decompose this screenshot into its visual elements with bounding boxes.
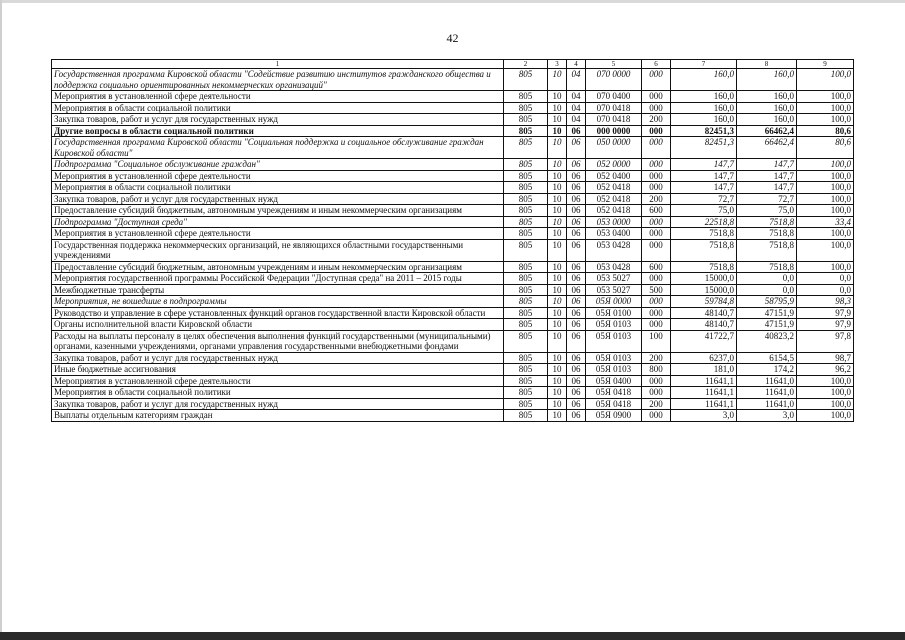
row-percent: 100,0 [797,261,854,273]
row-actual-amount: 7518,8 [737,216,797,228]
row-actual-amount: 40823,2 [737,330,797,352]
row-subsection-code: 06 [567,193,586,205]
column-number: 1 [52,60,504,69]
row-ved-code: 805 [504,239,548,261]
row-ved-code: 805 [504,205,548,217]
table-row [52,296,854,308]
row-planned-amount: 59784,8 [671,296,737,308]
row-planned-amount: 160,0 [671,114,737,126]
table-row [52,239,854,261]
row-name: Органы исполнительной власти Кировской области [52,319,504,331]
row-ved-code: 805 [504,307,548,319]
row-section-code: 10 [548,296,567,308]
column-number: 6 [642,60,671,69]
row-expense-type-code: 000 [642,69,671,91]
table-row [52,69,854,91]
table-row [52,182,854,194]
table-row [52,398,854,410]
row-section-code: 10 [548,352,567,364]
row-actual-amount: 160,0 [737,69,797,91]
row-percent: 100,0 [797,410,854,422]
row-section-code: 10 [548,114,567,126]
table-row [52,410,854,422]
row-target-code: 052 0418 [586,205,642,217]
row-target-code: 05Я 0000 [586,296,642,308]
column-number: 5 [586,60,642,69]
row-actual-amount: 160,0 [737,91,797,103]
row-planned-amount: 48140,7 [671,319,737,331]
row-planned-amount: 7518,8 [671,239,737,261]
row-expense-type-code: 000 [642,387,671,399]
row-subsection-code: 06 [567,273,586,285]
row-section-code: 10 [548,284,567,296]
row-subsection-code: 06 [567,398,586,410]
row-actual-amount: 6154,5 [737,352,797,364]
row-planned-amount: 15000,0 [671,273,737,285]
row-percent: 100,0 [797,102,854,114]
row-actual-amount: 160,0 [737,102,797,114]
table-row [52,375,854,387]
row-name: Закупка товаров, работ и услуг для государственных нужд [52,114,504,126]
row-percent: 33,4 [797,216,854,228]
table-row [52,330,854,352]
table-row [52,114,854,126]
row-target-code: 05Я 0418 [586,387,642,399]
row-percent: 100,0 [797,398,854,410]
row-ved-code: 805 [504,216,548,228]
row-planned-amount: 147,7 [671,159,737,171]
row-actual-amount: 7518,8 [737,228,797,240]
column-number-row [52,60,854,69]
row-ved-code: 805 [504,261,548,273]
row-target-code: 05Я 0900 [586,410,642,422]
row-target-code: 05Я 0103 [586,330,642,352]
row-expense-type-code: 100 [642,330,671,352]
row-percent: 100,0 [797,375,854,387]
row-expense-type-code: 000 [642,170,671,182]
row-name: Государственная программа Кировской области "Социальная поддержка и социальное обслуживание граждан Кировской области" [52,137,504,159]
row-subsection-code: 06 [567,228,586,240]
budget-table-body [52,60,854,422]
row-actual-amount: 0,0 [737,273,797,285]
row-target-code: 070 0000 [586,69,642,91]
row-section-code: 10 [548,307,567,319]
table-row [52,137,854,159]
row-expense-type-code: 000 [642,91,671,103]
row-planned-amount: 11641,1 [671,375,737,387]
row-planned-amount: 7518,8 [671,261,737,273]
table-row [52,193,854,205]
row-subsection-code: 06 [567,410,586,422]
row-section-code: 10 [548,239,567,261]
row-name: Государственная программа Кировской области "Содействие развитию институтов гражданского общества и поддержка социально ориентированных некоммерческих организаций" [52,69,504,91]
table-row [52,307,854,319]
row-target-code: 05Я 0103 [586,352,642,364]
row-actual-amount: 11641,0 [737,398,797,410]
row-target-code: 070 0418 [586,114,642,126]
row-planned-amount: 48140,7 [671,307,737,319]
row-actual-amount: 11641,0 [737,375,797,387]
row-actual-amount: 160,0 [737,114,797,126]
column-number: 2 [504,60,548,69]
row-expense-type-code: 000 [642,125,671,137]
row-ved-code: 805 [504,137,548,159]
row-section-code: 10 [548,375,567,387]
row-percent: 98,7 [797,352,854,364]
row-ved-code: 805 [504,398,548,410]
row-actual-amount: 147,7 [737,170,797,182]
row-section-code: 10 [548,69,567,91]
row-percent: 0,0 [797,273,854,285]
row-actual-amount: 47151,9 [737,307,797,319]
row-percent: 80,6 [797,125,854,137]
row-subsection-code: 04 [567,102,586,114]
row-section-code: 10 [548,205,567,217]
row-planned-amount: 7518,8 [671,228,737,240]
row-subsection-code: 06 [567,284,586,296]
column-number: 3 [548,60,567,69]
row-subsection-code: 06 [567,182,586,194]
row-name: Другие вопросы в области социальной политики [52,125,504,137]
row-percent: 97,8 [797,330,854,352]
row-ved-code: 805 [504,182,548,194]
row-name: Закупка товаров, работ и услуг для государственных нужд [52,352,504,364]
budget-table [51,59,854,422]
row-name: Мероприятия государственной программы Российской Федерации "Доступная среда" на 2011 – 2015 годы [52,273,504,285]
row-expense-type-code: 000 [642,102,671,114]
row-planned-amount: 160,0 [671,91,737,103]
row-name: Межбюджетные трансферты [52,284,504,296]
row-ved-code: 805 [504,352,548,364]
row-target-code: 070 0400 [586,91,642,103]
row-actual-amount: 66462,4 [737,137,797,159]
row-percent: 97,9 [797,319,854,331]
row-expense-type-code: 000 [642,410,671,422]
row-subsection-code: 06 [567,375,586,387]
row-ved-code: 805 [504,91,548,103]
table-row [52,261,854,273]
table-row [52,102,854,114]
table-row [52,91,854,103]
page-number: 42 [446,31,459,45]
row-section-code: 10 [548,398,567,410]
row-expense-type-code: 600 [642,205,671,217]
table-row [52,284,854,296]
row-actual-amount: 3,0 [737,410,797,422]
row-subsection-code: 06 [567,352,586,364]
table-row [52,228,854,240]
table-row [52,273,854,285]
row-planned-amount: 6237,0 [671,352,737,364]
row-subsection-code: 06 [567,216,586,228]
row-expense-type-code: 000 [642,319,671,331]
row-expense-type-code: 000 [642,273,671,285]
row-planned-amount: 82451,3 [671,125,737,137]
row-section-code: 10 [548,261,567,273]
table-row [52,319,854,331]
table-row [52,159,854,171]
row-percent: 100,0 [797,239,854,261]
row-subsection-code: 04 [567,91,586,103]
row-subsection-code: 06 [567,170,586,182]
row-planned-amount: 22518,8 [671,216,737,228]
row-planned-amount: 82451,3 [671,137,737,159]
row-name: Руководство и управление в сфере установленных функций органов государственной власти Кировской области [52,307,504,319]
row-ved-code: 805 [504,125,548,137]
row-subsection-code: 06 [567,387,586,399]
row-subsection-code: 06 [567,319,586,331]
row-section-code: 10 [548,102,567,114]
row-name: Мероприятия в области социальной политики [52,182,504,194]
row-target-code: 050 0000 [586,137,642,159]
row-expense-type-code: 000 [642,182,671,194]
row-planned-amount: 11641,1 [671,398,737,410]
row-target-code: 052 0400 [586,170,642,182]
row-section-code: 10 [548,170,567,182]
row-expense-type-code: 200 [642,114,671,126]
row-section-code: 10 [548,193,567,205]
row-planned-amount: 11641,1 [671,387,737,399]
row-section-code: 10 [548,216,567,228]
row-section-code: 10 [548,319,567,331]
row-name: Мероприятия в установленной сфере деятельности [52,228,504,240]
row-target-code: 053 5027 [586,284,642,296]
row-actual-amount: 66462,4 [737,125,797,137]
row-percent: 100,0 [797,170,854,182]
row-section-code: 10 [548,228,567,240]
row-name: Подпрограмма "Социальное обслуживание граждан" [52,159,504,171]
row-expense-type-code: 800 [642,364,671,376]
row-planned-amount: 15000,0 [671,284,737,296]
row-ved-code: 805 [504,410,548,422]
row-expense-type-code: 000 [642,159,671,171]
row-target-code: 052 0000 [586,159,642,171]
row-ved-code: 805 [504,296,548,308]
column-number: 7 [671,60,737,69]
row-name: Закупка товаров, работ и услуг для государственных нужд [52,398,504,410]
row-target-code: 053 0428 [586,239,642,261]
row-subsection-code: 06 [567,261,586,273]
row-target-code: 05Я 0100 [586,307,642,319]
row-percent: 98,3 [797,296,854,308]
row-ved-code: 805 [504,319,548,331]
row-percent: 100,0 [797,228,854,240]
row-name: Мероприятия в области социальной политики [52,102,504,114]
row-percent: 100,0 [797,91,854,103]
row-name: Мероприятия в установленной сфере деятельности [52,375,504,387]
row-name: Предоставление субсидий бюджетным, автономным учреждениям и иным некоммерческим организациям [52,261,504,273]
row-planned-amount: 160,0 [671,102,737,114]
row-section-code: 10 [548,159,567,171]
table-row [52,205,854,217]
row-ved-code: 805 [504,364,548,376]
row-actual-amount: 7518,8 [737,261,797,273]
row-ved-code: 805 [504,193,548,205]
row-target-code: 052 0418 [586,182,642,194]
column-number: 8 [737,60,797,69]
row-subsection-code: 04 [567,114,586,126]
row-actual-amount: 147,7 [737,182,797,194]
row-subsection-code: 06 [567,159,586,171]
row-actual-amount: 47151,9 [737,319,797,331]
column-number: 4 [567,60,586,69]
row-planned-amount: 147,7 [671,182,737,194]
row-ved-code: 805 [504,114,548,126]
row-ved-code: 805 [504,102,548,114]
row-name: Закупка товаров, работ и услуг для государственных нужд [52,193,504,205]
row-ved-code: 805 [504,273,548,285]
row-name: Предоставление субсидий бюджетным, автономным учреждениям и иным некоммерческим организациям [52,205,504,217]
row-expense-type-code: 600 [642,261,671,273]
row-section-code: 10 [548,410,567,422]
row-expense-type-code: 200 [642,398,671,410]
row-expense-type-code: 000 [642,375,671,387]
row-percent: 100,0 [797,182,854,194]
row-percent: 80,6 [797,137,854,159]
scan-top-edge [0,0,905,3]
row-expense-type-code: 200 [642,352,671,364]
row-planned-amount: 41722,7 [671,330,737,352]
row-ved-code: 805 [504,284,548,296]
row-ved-code: 805 [504,375,548,387]
row-target-code: 053 0400 [586,228,642,240]
row-name: Выплаты отдельным категориям граждан [52,410,504,422]
row-target-code: 05Я 0103 [586,319,642,331]
row-percent: 100,0 [797,193,854,205]
row-name: Мероприятия в области социальной политики [52,387,504,399]
row-section-code: 10 [548,125,567,137]
row-subsection-code: 06 [567,239,586,261]
row-name: Расходы на выплаты персоналу в целях обеспечения выполнения функций государственными (муниципальными) органами, казенными учреждениями, органами управления государственными внебюджетными фондами [52,330,504,352]
row-section-code: 10 [548,91,567,103]
table-row [52,352,854,364]
row-section-code: 10 [548,387,567,399]
row-name: Иные бюджетные ассигнования [52,364,504,376]
row-percent: 100,0 [797,387,854,399]
row-actual-amount: 11641,0 [737,387,797,399]
row-target-code: 053 5027 [586,273,642,285]
row-name: Мероприятия, не вошедшие в подпрограммы [52,296,504,308]
row-target-code: 05Я 0418 [586,398,642,410]
row-expense-type-code: 000 [642,307,671,319]
row-ved-code: 805 [504,159,548,171]
row-actual-amount: 0,0 [737,284,797,296]
row-section-code: 10 [548,273,567,285]
row-name: Государственная поддержка некоммерческих организаций, не являющихся областными государственными учреждениями [52,239,504,261]
row-subsection-code: 06 [567,137,586,159]
row-ved-code: 805 [504,387,548,399]
row-planned-amount: 160,0 [671,69,737,91]
row-target-code: 070 0418 [586,102,642,114]
row-planned-amount: 3,0 [671,410,737,422]
row-section-code: 10 [548,330,567,352]
row-actual-amount: 58795,9 [737,296,797,308]
row-name: Подпрограмма "Доступная среда" [52,216,504,228]
row-name: Мероприятия в установленной сфере деятельности [52,91,504,103]
row-expense-type-code: 200 [642,193,671,205]
row-expense-type-code: 000 [642,216,671,228]
row-target-code: 053 0428 [586,261,642,273]
row-target-code: 053 0000 [586,216,642,228]
row-actual-amount: 72,7 [737,193,797,205]
row-section-code: 10 [548,182,567,194]
table-row [52,387,854,399]
row-actual-amount: 174,2 [737,364,797,376]
row-percent: 100,0 [797,114,854,126]
scan-left-edge [0,0,2,640]
row-subsection-code: 06 [567,330,586,352]
scan-bottom-edge [0,632,905,640]
row-expense-type-code: 000 [642,137,671,159]
row-subsection-code: 06 [567,364,586,376]
row-percent: 100,0 [797,159,854,171]
row-expense-type-code: 500 [642,284,671,296]
row-expense-type-code: 000 [642,296,671,308]
row-percent: 96,2 [797,364,854,376]
row-target-code: 05Я 0400 [586,375,642,387]
row-planned-amount: 181,0 [671,364,737,376]
row-section-code: 10 [548,364,567,376]
column-number: 9 [797,60,854,69]
row-section-code: 10 [548,137,567,159]
row-expense-type-code: 000 [642,239,671,261]
row-target-code: 000 0000 [586,125,642,137]
row-percent: 100,0 [797,205,854,217]
table-row [52,216,854,228]
row-ved-code: 805 [504,69,548,91]
row-subsection-code: 06 [567,125,586,137]
row-planned-amount: 147,7 [671,170,737,182]
row-target-code: 05Я 0103 [586,364,642,376]
row-planned-amount: 75,0 [671,205,737,217]
row-subsection-code: 04 [567,69,586,91]
row-planned-amount: 72,7 [671,193,737,205]
row-subsection-code: 06 [567,307,586,319]
row-actual-amount: 75,0 [737,205,797,217]
table-row [52,170,854,182]
table-row [52,364,854,376]
row-name: Мероприятия в установленной сфере деятельности [52,170,504,182]
row-actual-amount: 7518,8 [737,239,797,261]
row-subsection-code: 06 [567,205,586,217]
row-subsection-code: 06 [567,296,586,308]
row-target-code: 052 0418 [586,193,642,205]
row-expense-type-code: 000 [642,228,671,240]
row-ved-code: 805 [504,170,548,182]
table-row [52,125,854,137]
row-percent: 100,0 [797,69,854,91]
row-ved-code: 805 [504,330,548,352]
row-percent: 0,0 [797,284,854,296]
row-percent: 97,9 [797,307,854,319]
row-ved-code: 805 [504,228,548,240]
row-actual-amount: 147,7 [737,159,797,171]
